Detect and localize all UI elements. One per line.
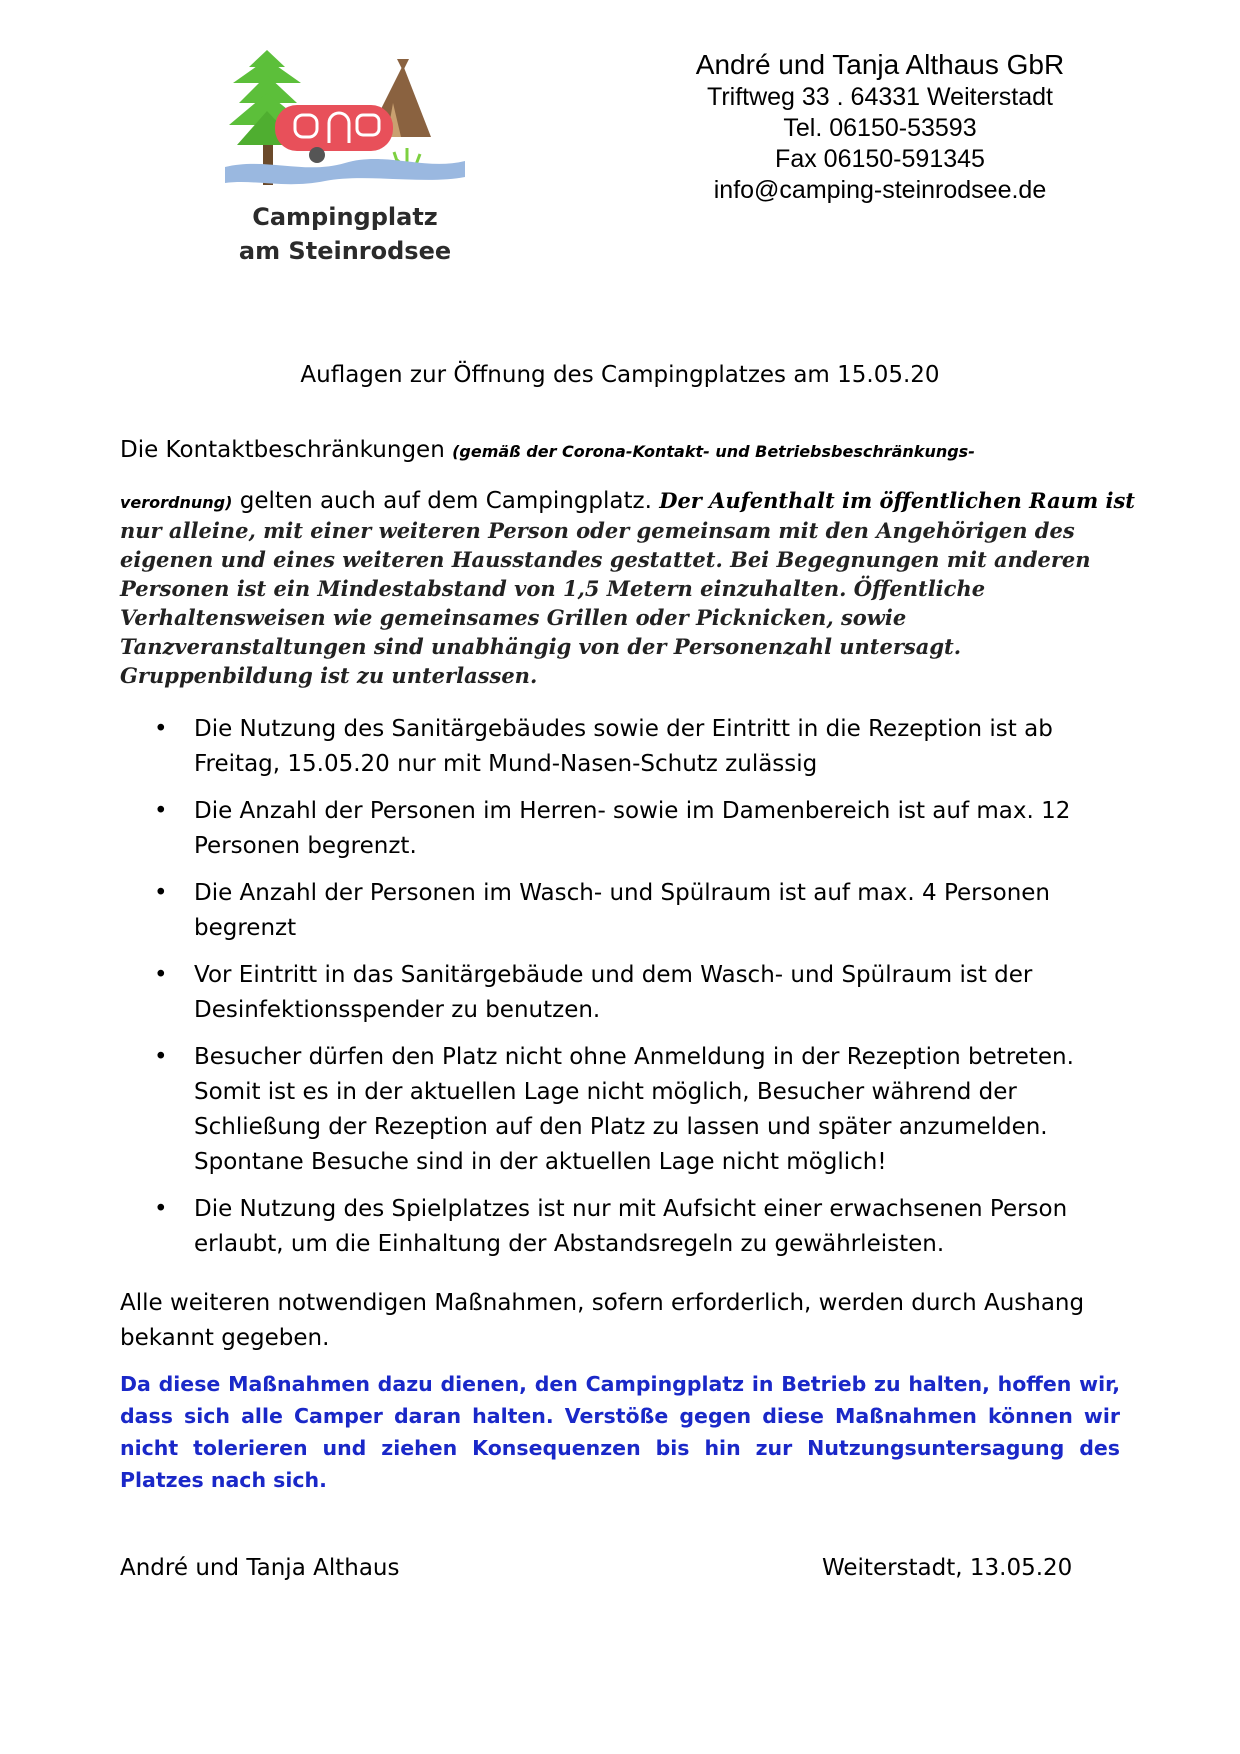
logo-text-line2: am Steinrodsee	[238, 237, 452, 265]
letterhead-address	[630, 48, 1130, 206]
highlighted-note: Da diese Maßnahmen dazu dienen, den Campingplatz in Betrieb zu halten, hoffen wir, dass sich alle Camper daran halten. Verstöße gegen diese Maßnahmen können wir nicht tolerieren und ziehen Konsequenzen bis hin zur Nutzungsuntersagung des Platzes nach sich.	[120, 1372, 1120, 1492]
bullet-icon: •	[154, 1196, 168, 1222]
intro-parenthetical-1: (gemäß der Corona-Kontakt- und Betriebsbeschränkungs-	[452, 442, 975, 461]
intro-line-1	[120, 437, 1120, 463]
list-item	[120, 712, 1120, 782]
list-item-text: Die Anzahl der Personen im Herren- sowie im Damenbereich ist auf max. 12 Personen begrenzt.	[194, 798, 1071, 859]
intro-line-2	[120, 488, 1135, 514]
intro-lead-2: gelten auch auf dem Campingplatz.	[232, 488, 660, 514]
document-title: Auflagen zur Öffnung des Campingplatzes am 15.05.20	[300, 362, 940, 388]
bullet-icon: •	[154, 798, 168, 824]
bullet-icon: •	[154, 880, 168, 906]
list-item-text: Die Nutzung des Sanitärgebäudes sowie der Eintritt in die Rezeption ist ab Freitag, 15.05.20 nur mit Mund-Nasen-Schutz zulässig	[194, 716, 1053, 777]
list-item	[120, 958, 1120, 1028]
list-item-text: Die Nutzung des Spielplatzes ist nur mit Aufsicht einer erwachsenen Person erlaubt, um die Einhaltung der Abstandsregeln zu gewährleisten.	[194, 1196, 1068, 1257]
list-item-text: Besucher dürfen den Platz nicht ohne Anmeldung in der Rezeption betreten. Somit ist es in der aktuellen Lage nicht möglich, Besucher während der Schließung der Rezeption auf den Platz zu lassen und später anzumelden. Spontane Besuche sind in der aktuellen Lage nicht möglich!	[194, 1044, 1074, 1175]
street-address: Triftweg 33 . 64331 Weiterstadt	[706, 83, 1053, 111]
rule-start: Der Aufenthalt im öffentlichen Raum ist	[659, 488, 1135, 513]
list-item	[120, 794, 1120, 864]
bullet-icon: •	[154, 716, 168, 742]
list-item	[120, 1192, 1120, 1262]
rules-list	[120, 712, 1120, 1274]
rule-paragraph: nur alleine, mit einer weiteren Person oder gemeinsam mit den Angehörigen des eigenen und eines weiteren Hausstandes gestattet. Bei Begegnungen mit anderen Personen ist ein Mindestabstand von 1,5 Metern einzuhalten. Öffentliche Verhaltensweisen wie gemeinsames Grillen oder Picknicken, sowie Tanzveranstaltungen sind unabhängig von der Personenzahl untersagt. Gruppenbildung ist zu unterlassen.	[120, 518, 1091, 688]
fax-number: Fax 06150-591345	[775, 145, 985, 173]
campsite-logo	[225, 45, 465, 270]
closing-paragraph: Alle weiteren notwendigen Maßnahmen, sofern erforderlich, werden durch Aushang bekannt gegeben.	[120, 1290, 1085, 1351]
email-address: info@camping-steinrodsee.de	[713, 176, 1047, 204]
phone-number: Tel. 06150-53593	[783, 114, 977, 142]
logo-graphic	[225, 45, 465, 205]
bullet-icon: •	[154, 1044, 168, 1070]
intro-parenthetical-2: verordnung)	[120, 493, 233, 512]
signature-names: André und Tanja Althaus	[120, 1555, 400, 1581]
logo-text-line1: Campingplatz	[252, 203, 438, 231]
list-item	[120, 1040, 1120, 1180]
bullet-icon: •	[154, 962, 168, 988]
list-item-text: Vor Eintritt in das Sanitärgebäude und dem Wasch- und Spülraum ist der Desinfektionsspender zu benutzen.	[194, 962, 1033, 1023]
signature-place-date: Weiterstadt, 13.05.20	[822, 1555, 1073, 1581]
list-item	[120, 876, 1120, 946]
list-item-text: Die Anzahl der Personen im Wasch- und Spülraum ist auf max. 4 Personen begrenzt	[194, 880, 1050, 941]
intro-lead: Die Kontaktbeschränkungen	[120, 437, 453, 463]
company-name: André und Tanja Althaus GbR	[695, 49, 1065, 80]
